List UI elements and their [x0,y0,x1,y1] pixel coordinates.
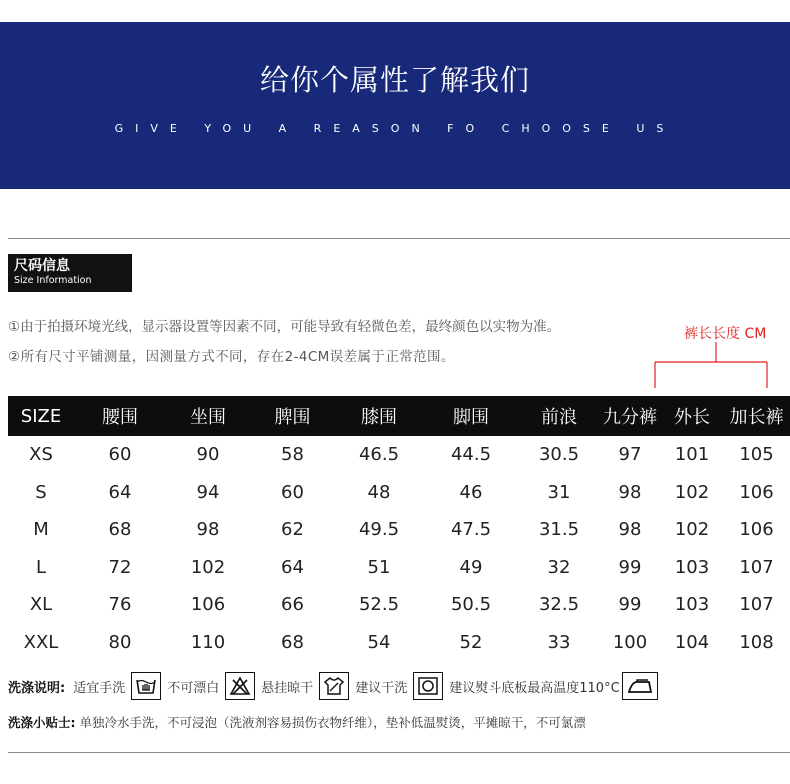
table-cell: 98 [618,519,642,541]
table-cell: 98 [618,481,642,503]
table-row [8,474,790,512]
washing-tips [8,713,586,731]
table-cell: 72 [108,556,132,578]
table-cell: 50.5 [450,594,492,616]
table-cell: 101 [674,444,710,466]
table-cell: 105 [739,444,774,466]
table-cell: 68 [108,519,132,541]
table-cell: 52.5 [358,594,400,616]
table-cell: 52 [459,631,483,653]
header-banner [0,22,790,189]
table-cell: 80 [108,631,132,653]
table-cell: 47.5 [450,519,492,541]
care-label: 适宜手洗 [73,680,126,696]
column-header: 九分裤 [599,396,661,436]
table-cell: 110 [190,631,226,653]
table-row [8,436,790,474]
table-cell: 97 [618,444,642,466]
table-row [8,586,790,624]
table-cell: 90 [196,444,220,466]
tips-heading: 洗涤小贴士: [8,715,76,730]
care-label: 不可漂白 [167,680,220,696]
table-cell: 100 [612,631,648,653]
column-header: 膝围 [335,396,423,436]
table-cell: 94 [196,481,220,503]
size-table [8,396,790,661]
table-cell: 106 [739,519,774,541]
table-cell: XXL [23,631,59,653]
table-cell: 31 [547,481,571,503]
column-header: 脚围 [423,396,519,436]
table-cell: 102 [190,556,226,578]
column-header: 腰围 [74,396,166,436]
table-cell: 68 [281,631,304,653]
table-cell: 102 [674,519,710,541]
table-cell: 98 [196,519,220,541]
table-cell: 104 [674,631,710,653]
column-header: 脾围 [250,396,335,436]
divider [8,238,790,239]
table-cell: 108 [739,631,774,653]
no-bleach-icon [225,672,255,700]
pants-length-label: 裤长长度 CM [684,326,767,342]
note-measurement-error: ②所有尺寸平铺测量，因测量方式不同，存在2-4CM误差属于正常范围。 [8,349,455,365]
table-cell: 106 [739,481,774,503]
table-cell: M [33,519,49,541]
table-row [8,511,790,549]
table-cell: 99 [618,556,642,578]
pants-length-bracket [650,338,780,388]
table-cell: 30.5 [538,444,580,466]
care-label: 建议干洗 [355,680,408,696]
divider [8,752,790,753]
iron-icon [622,672,658,700]
table-row [8,624,790,662]
table-cell: 33 [547,631,571,653]
care-heading: 洗涤说明: [8,680,66,696]
care-label: 悬挂晾干 [261,680,314,696]
table-cell: 46 [459,481,483,503]
table-cell: L [35,556,47,578]
care-instructions [8,668,790,704]
section-title-en: Size Information [14,275,92,286]
table-cell: 48 [367,481,391,503]
table-cell: 32.5 [538,594,580,616]
table-cell: 31.5 [538,519,580,541]
note-color-difference: ①由于拍摄环境光线，显示器设置等因素不同，可能导致有轻微色差，最终颜色以实物为准。 [8,319,561,335]
table-cell: 58 [281,444,304,466]
table-cell: 54 [367,631,391,653]
hang-dry-icon [319,672,349,700]
table-cell: 62 [281,519,304,541]
table-cell: 66 [281,594,304,616]
table-cell: 44.5 [450,444,492,466]
section-title-cn: 尺码信息 [14,258,70,274]
table-cell: 60 [281,481,304,503]
dry-clean-icon [413,672,443,700]
table-cell: 106 [190,594,226,616]
column-header: 坐围 [166,396,250,436]
column-header: 前浪 [519,396,599,436]
table-cell: 46.5 [358,444,400,466]
banner-subtitle: GIVE YOU A REASON FO CHOOSE US [114,122,676,135]
table-cell: 76 [108,594,132,616]
care-label: 建议熨斗底板最高温度110°C [449,680,620,696]
table-cell: XS [29,444,53,466]
table-cell: 60 [108,444,132,466]
table-cell: 49 [459,556,483,578]
table-cell: 51 [367,556,391,578]
hand-wash-icon [131,672,161,700]
table-cell: 49.5 [358,519,400,541]
column-header: 加长裤 [723,396,790,436]
table-cell: 64 [108,481,132,503]
column-header: SIZE [8,396,74,436]
table-cell: 107 [739,556,774,578]
table-cell: 102 [674,481,710,503]
column-header: 外长 [661,396,723,436]
table-cell: 99 [618,594,642,616]
tips-text: 单独冷水手洗，不可浸泡（洗液剂容易损伤衣物纤维），垫补低温熨烫，平摊晾干，不可氯漂 [79,715,586,730]
table-row [8,549,790,587]
banner-title: 给你个属性了解我们 [259,63,530,97]
table-cell: S [35,481,47,503]
table-cell: 103 [674,556,710,578]
table-cell: 107 [739,594,774,616]
table-cell: XL [29,594,53,616]
table-cell: 64 [281,556,304,578]
table-cell: 32 [547,556,571,578]
section-title-badge [8,254,132,292]
table-cell: 103 [674,594,710,616]
table-header-row [8,396,790,436]
